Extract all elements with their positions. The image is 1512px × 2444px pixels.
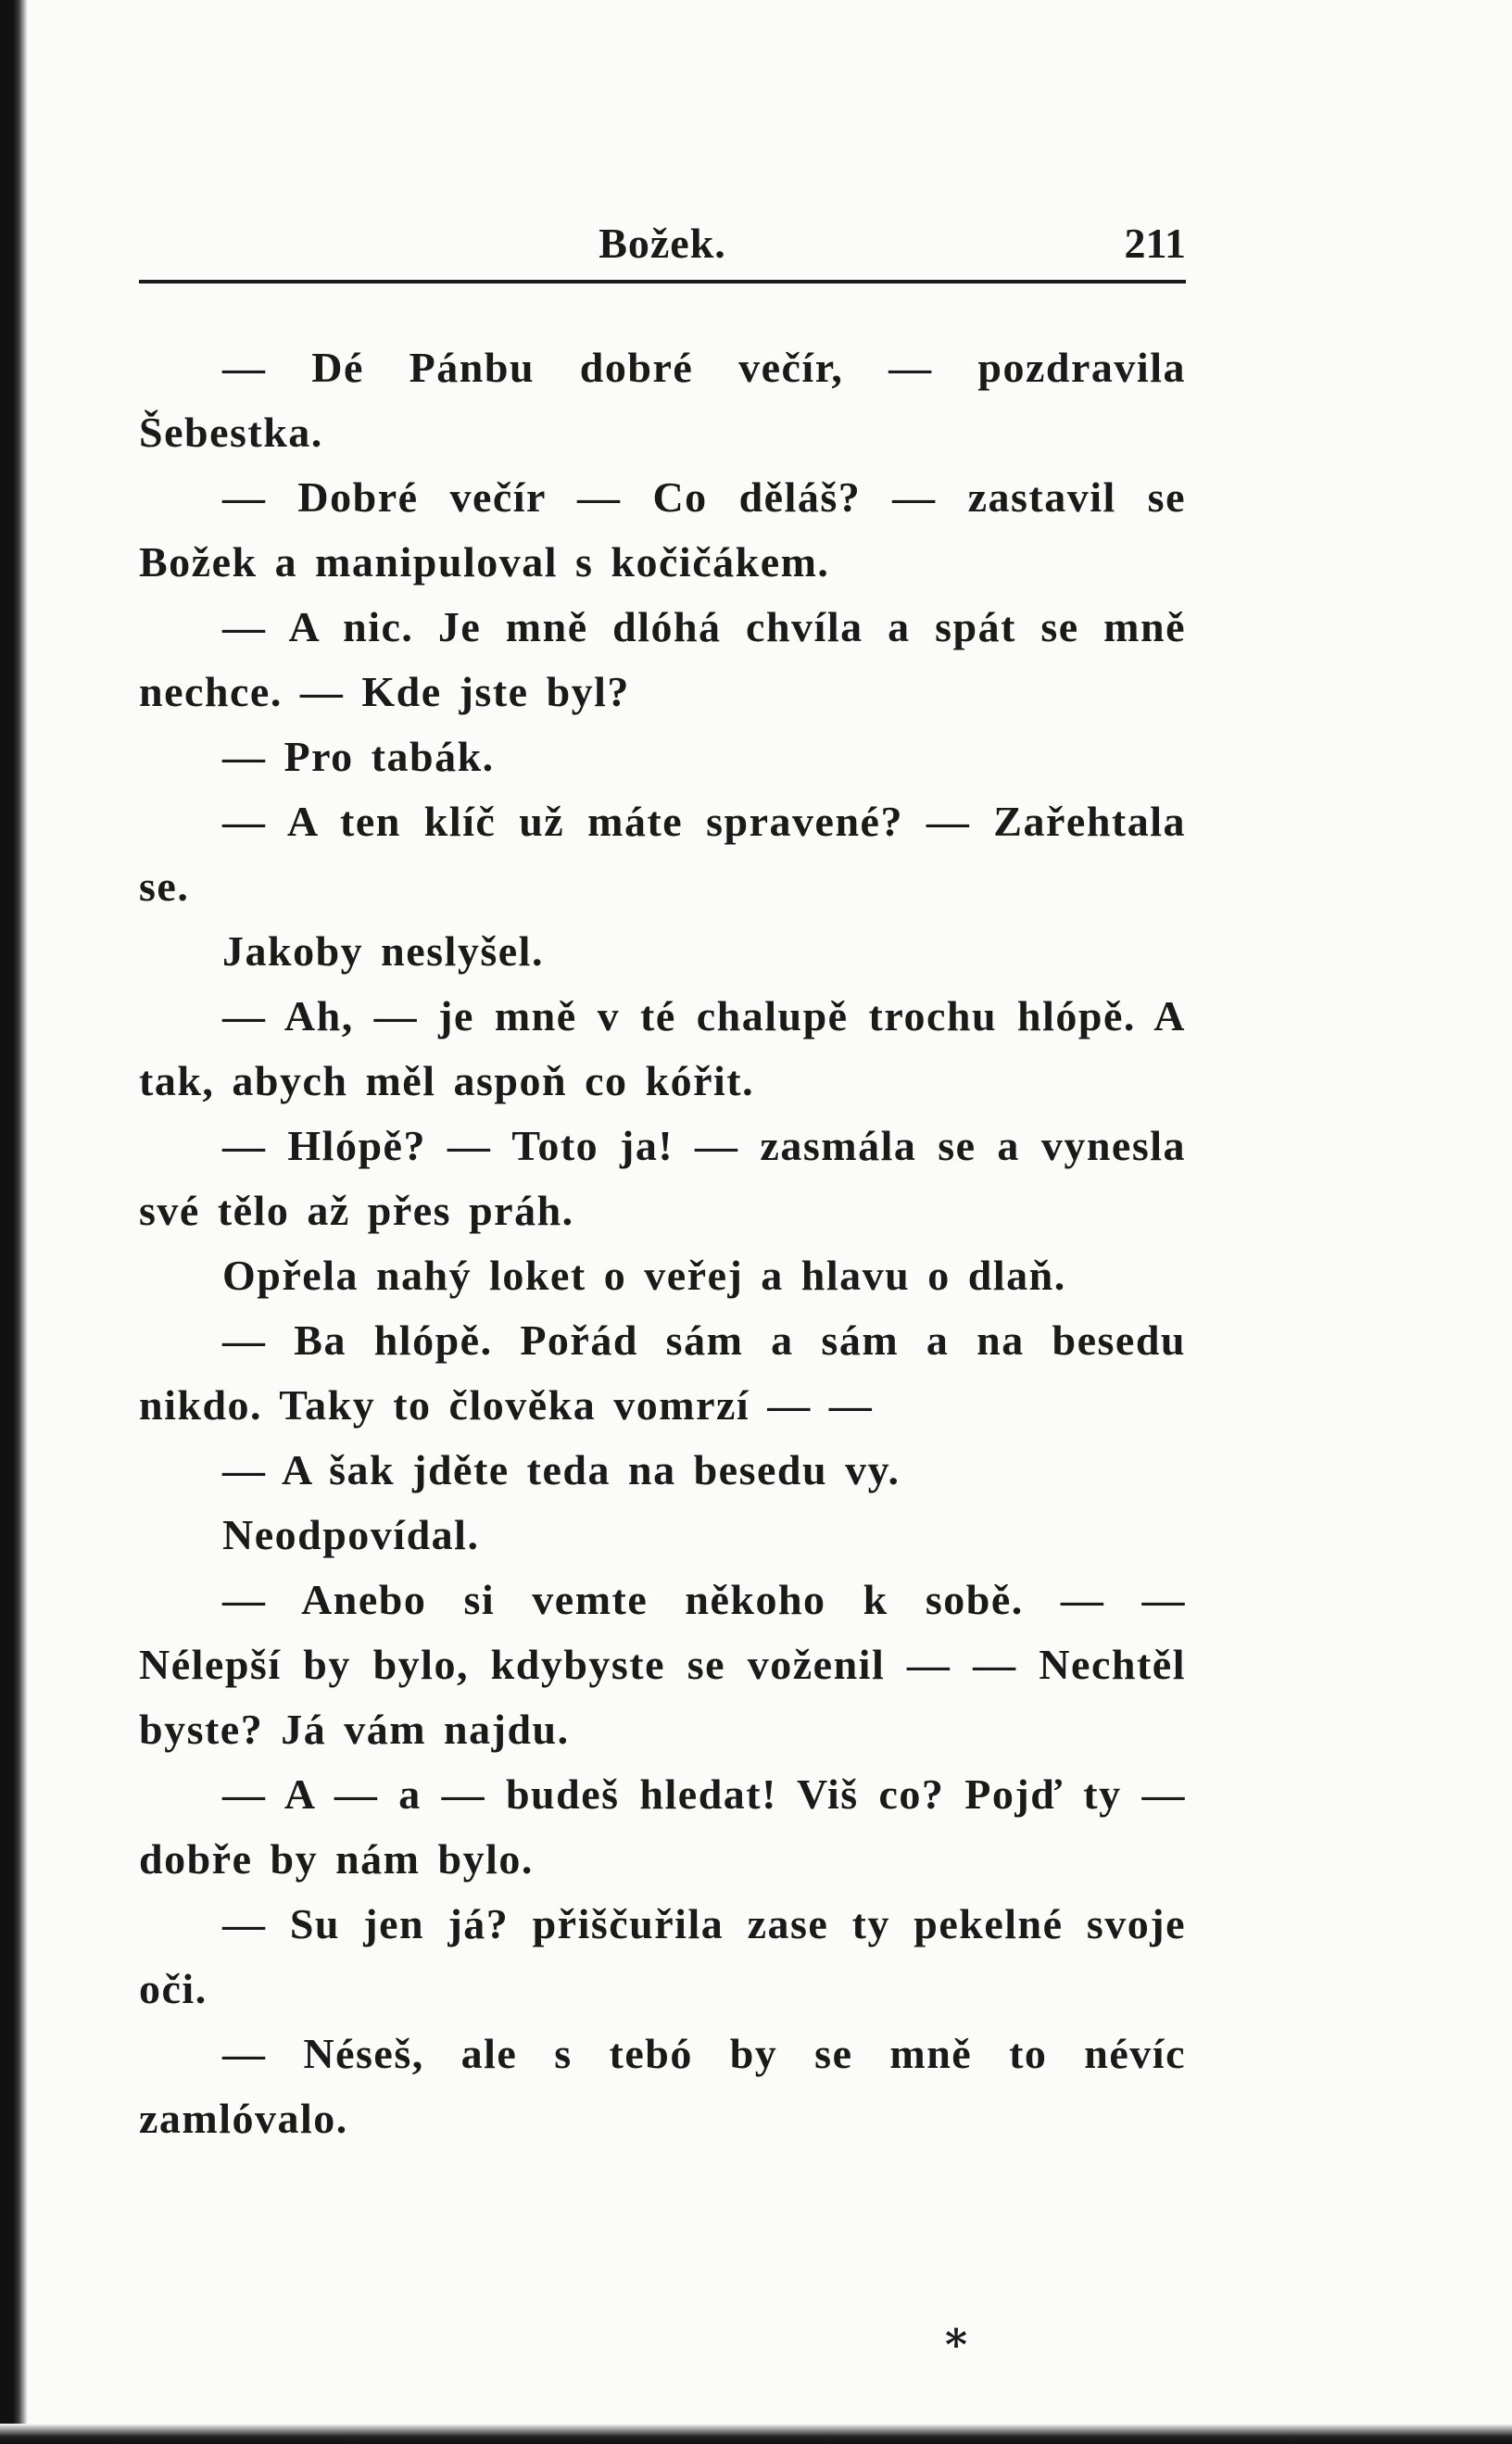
running-head [139,185,1186,267]
paragraph: — Ah, — je mně v té chalupě trochu hlópě. A tak, abych měl aspoň co kóřit. [139,992,1186,1104]
paragraph: — Néseš, ale s tebó by se mně to névíc zamlóvalo. [139,2030,1186,2142]
page-bottom-shadow [0,2424,1512,2444]
running-title: Božek. [598,220,726,267]
header-rule [139,280,1186,283]
paragraph: — A šak jděte teda na besedu vy. [222,1446,901,1493]
body-text [139,335,1186,2151]
paragraph: Neodpovídal. [222,1511,480,1558]
paragraph: — Dé Pánbu dobré večír, — pozdravila Šebestka. [139,344,1186,456]
section-break-asterisk: * [945,2320,968,2370]
paragraph: — Ba hlópě. Pořád sám a sám a na besedu nikdo. Taky to člověka vomrzí — — [139,1316,1186,1429]
book-binding-edge [0,0,28,2444]
paragraph: Jakoby neslyšel. [222,927,544,975]
paragraph: Opřela nahý loket o veřej a hlavu o dlaň. [222,1252,1066,1299]
paragraph: — Pro tabák. [222,733,495,780]
page-number: 211 [1124,220,1186,267]
paragraph: — Su jen já? přiščuřila zase ty pekelné svoje oči. [139,1900,1186,2012]
book-page [139,185,1186,2370]
paragraph: — A — a — budeš hledat! Viš co? Pojď ty — dobře by nám bylo. [139,1770,1186,1883]
paragraph: — Dobré večír — Co děláš? — zastavil se Božek a manipuloval s kočičákem. [139,473,1186,586]
paragraph: — Hlópě? — Toto ja! — zasmála se a vynesla své tělo až přes práh. [139,1122,1186,1234]
paragraph: — A nic. Je mně dlóhá chvíla a spát se mně nechce. — Kde jste byl? [139,603,1186,715]
paragraph: — Anebo si vemte někoho k sobě. — — Nélepší by bylo, kdybyste se voženil — — Nechtěl byste? Já vám najdu. [139,1576,1186,1753]
paragraph: — A ten klíč už máte spravené? — Zařehtala se. [139,798,1186,910]
